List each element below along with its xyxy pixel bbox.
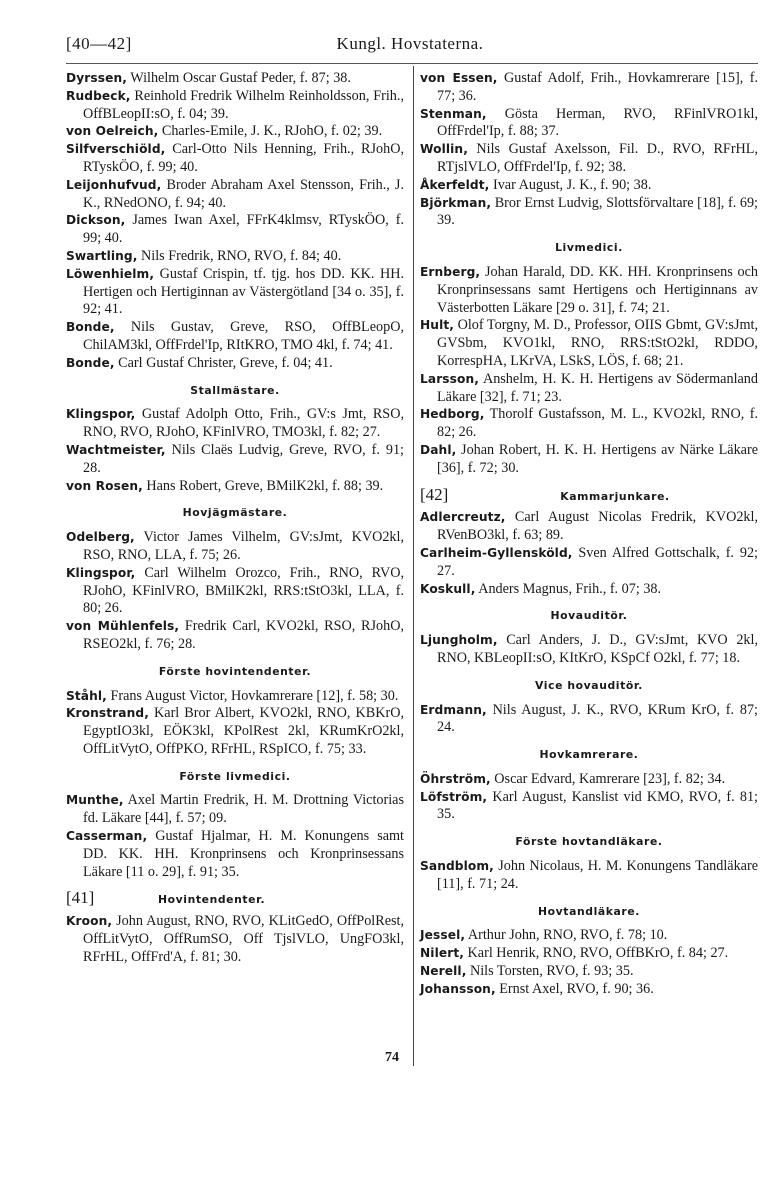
entry-details: Ernst Axel, RVO, f. 90; 36. — [495, 980, 654, 997]
right-column — [420, 70, 758, 999]
entry-details: Oscar Edvard, Kamrerare [23], f. 82; 34. — [490, 770, 726, 787]
entry-surname: Ernberg, — [420, 264, 481, 279]
section-label: Kammarjunkare. — [560, 489, 670, 503]
entry-details: Frans August Victor, Hovkamrerare [12], f. 58; 30. — [106, 687, 399, 704]
entry-details: Carl Wilhelm Orozco, Frih., RNO, RVO, RJohO, KFinlVRO, BMilK2kl, RRS:tStO3kl, LLA, f. 80; 26. — [83, 564, 404, 617]
entry-details: Gustaf Adolph Otto, Frih., GV:s Jmt, RSO, RNO, RVO, RJohO, KFinlVRO, TMO3kl, f. 82; 27. — [83, 406, 404, 441]
entry-details: Nils Gustav, Greve, RSO, OffBLeopO, ChilAM3kl, OffFrdel'Ip, RItKRO, TMO 4kl, f. 74; 41. — [83, 319, 404, 353]
entry-surname: Dickson, — [66, 213, 126, 228]
entry-details: Carl-Otto Nils Henning, Frih., RJohO, RTyskÖO, f. 99; 40. — [83, 141, 404, 175]
directory-entry — [420, 406, 758, 442]
entry-surname: Wachtmeister, — [66, 442, 166, 457]
entry-surname: Kroon, — [66, 914, 113, 929]
directory-entry — [66, 705, 404, 758]
directory-entry — [66, 478, 404, 496]
directory-entry — [66, 70, 404, 88]
entry-details: Sven Alfred Gottschalk, f. 92; 27. — [437, 544, 758, 579]
left-entries-f — [66, 913, 404, 966]
entry-details: Gustaf Hjalmar, H. M. Konungens samt DD. KK. HH. Kronprinsens och Kronprinsessans Läkare [11 o. 29], f. 91; 35. — [83, 828, 404, 880]
entry-surname: von Essen, — [420, 71, 498, 85]
entry-details: Olof Torgny, M. D., Professor, OIIS Gbmt, GV:sJmt, GVSbm, KVO1kl, RNO, RRS:tStO2kl, RDDO, KorrespHA, LKrVA, LSkS, LÖS, f. 68; 21. — [437, 317, 758, 369]
entry-surname: Dyrssen, — [66, 71, 127, 85]
entry-surname: Kronstrand, — [66, 706, 149, 721]
directory-entry — [66, 319, 404, 355]
section-heading-hovauditor: Hovauditör. — [550, 609, 628, 623]
right-entries-f — [420, 771, 758, 824]
entry-details: Johan Harald, DD. KK. HH. Kronprinsens och Kronprinsessans samt Hertigens och Hertiginnans av Västerbotten Läkare [29 o. 31], f. 74; 21. — [437, 263, 758, 316]
left-entries-e — [66, 792, 404, 881]
header-title: Kungl. Hovstaterna. — [336, 34, 484, 53]
entry-surname: von Rosen, — [66, 478, 143, 493]
section-page-ref: [42] — [420, 484, 449, 504]
entry-surname: Hult, — [420, 318, 455, 333]
entry-details: Hans Robert, Greve, BMilK2kl, f. 88; 39. — [142, 477, 384, 494]
directory-entry — [66, 913, 404, 966]
directory-entry — [66, 212, 404, 248]
directory-entry — [420, 771, 758, 789]
directory-entry — [420, 789, 758, 825]
entry-surname: Klingspor, — [66, 565, 136, 580]
directory-entry — [66, 141, 404, 177]
entry-surname: Munthe, — [66, 793, 124, 808]
section-heading-hovtandlakare: Hovtandläkare. — [538, 904, 640, 918]
directory-entry — [420, 945, 758, 963]
entry-surname: Swartling, — [66, 248, 138, 263]
directory-entry — [420, 545, 758, 581]
entry-details: Thorolf Gustafsson, M. L., KVO2kl, RNO, f. 82; 26. — [437, 406, 758, 441]
directory-entry — [66, 88, 404, 124]
directory-entry — [66, 266, 404, 319]
page-header — [66, 34, 754, 54]
section-heading-hovjagmastare: Hovjägmästare. — [182, 506, 288, 520]
section-heading-forste-hovintendenter: Förste hovintendenter. — [158, 664, 312, 678]
entry-details: Carl Anders, J. D., GV:sJmt, KVO 2kl, RNO, KBLeopII:sO, KItKrO, KSpCf O2kl, f. 77; 18. — [437, 632, 758, 666]
section-heading-kammarjunkare — [420, 486, 758, 506]
entry-details: Nils Gustaf Axelsson, Fil. D., RVO, RFrHL, RTjslVLO, OffFrdel'Ip, f. 92; 38. — [437, 141, 758, 175]
left-entries-c — [66, 529, 404, 654]
directory-entry — [420, 106, 758, 142]
entry-details: Nils Torsten, RVO, f. 93; 35. — [466, 963, 634, 980]
entry-details: Nils Claës Ludvig, Greve, RVO, f. 91; 28. — [83, 441, 404, 476]
entry-details: Wilhelm Oscar Gustaf Peder, f. 87; 38. — [126, 70, 351, 86]
entry-surname: Odelberg, — [66, 530, 135, 545]
directory-entry — [420, 581, 758, 599]
entry-details: Ivar August, J. K., f. 90; 38. — [489, 176, 652, 193]
entry-details: Fredrik Carl, KVO2kl, RSO, RJohO, RSEO2kl, f. 76; 28. — [83, 618, 404, 652]
entry-surname: Öhrström, — [420, 771, 491, 786]
entry-details: Reinhold Fredrik Wilhelm Reinholdsson, Frih., OffBLeopII:sO, f. 04; 39. — [83, 87, 404, 122]
directory-entry — [420, 927, 758, 945]
right-entries-d — [420, 632, 758, 668]
section-heading-forste-livmedici: Förste livmedici. — [179, 769, 291, 783]
directory-entry — [420, 858, 758, 894]
entry-details: John Nicolaus, H. M. Konungens Tandläkare [11], f. 71; 24. — [437, 858, 758, 892]
entry-surname: Wollin, — [420, 142, 468, 157]
entry-details: Karl Henrik, RNO, RVO, OffBKrO, f. 84; 27. — [464, 945, 729, 962]
directory-entry — [420, 264, 758, 317]
right-entries-b — [420, 264, 758, 478]
entry-details: Johan Robert, H. K. H. Hertigens av Närke Läkare [36], f. 72; 30. — [437, 441, 758, 476]
entry-details: Axel Martin Fredrik, H. M. Drottning Victorias fd. Läkare [44], f. 57; 09. — [83, 792, 404, 827]
entry-surname: Åkerfeldt, — [420, 177, 490, 192]
section-heading-hovintendenter — [66, 889, 404, 909]
entry-surname: Ljungholm, — [420, 633, 498, 648]
right-entries-c — [420, 509, 758, 598]
entry-details: Gustaf Crispin, tf. tjg. hos DD. KK. HH. Hertigen och Hertiginnan av Västergötland [34 o. 35], f. 92; 41. — [83, 265, 404, 318]
entry-surname: Leijonhufvud, — [66, 177, 162, 192]
entry-surname: Dahl, — [420, 442, 457, 457]
directory-entry — [66, 828, 404, 881]
entry-details: Charles-Emile, J. K., RJohO, f. 02; 39. — [158, 123, 383, 140]
entry-surname: Rudbeck, — [66, 88, 131, 103]
left-entries-a — [66, 70, 404, 373]
directory-entry — [66, 688, 404, 706]
entry-surname: Carlheim-Gyllensköld, — [420, 545, 573, 560]
directory-entry — [66, 792, 404, 828]
entry-surname: von Oelreich, — [66, 124, 159, 139]
entry-surname: Klingspor, — [66, 407, 136, 422]
directory-entry — [420, 702, 758, 738]
directory-entry — [420, 981, 758, 999]
entry-details: Karl Bror Albert, KVO2kl, RNO, KBKrO, EgyptIO3kl, EÖK3kl, KPolRest 2kl, KRumKrO2kl, OffLitVytO, OffPKO, RFrHL, RSpICO, f. 75; 33. — [83, 705, 404, 757]
entry-details: John August, RNO, RVO, KLitGedO, OffPolRest, OffLitVytO, OffRumSO, Off TjslVLO, UngFO3kl, RFrHL, OffFrd'A, f. 81; 30. — [83, 913, 404, 965]
entry-details: Bror Ernst Ludvig, Slottsförvaltare [18], f. 69; 39. — [437, 194, 758, 229]
directory-entry — [66, 248, 404, 266]
right-entries-e — [420, 702, 758, 738]
directory-entry — [420, 70, 758, 106]
header-rule — [66, 63, 758, 64]
entry-details: Arthur John, RNO, RVO, f. 78; 10. — [465, 927, 668, 944]
directory-entry — [420, 371, 758, 407]
entry-details: Broder Abraham Axel Stensson, Frih., J. K., RNedONO, f. 94; 40. — [83, 176, 404, 211]
entry-details: Gustaf Adolf, Frih., Hovkamrerare [15], f. 77; 36. — [437, 70, 758, 104]
entry-surname: Löwenhielm, — [66, 266, 155, 281]
entry-surname: Bonde, — [66, 355, 115, 370]
entry-surname: Nerell, — [420, 964, 467, 979]
directory-entry — [66, 565, 404, 618]
directory-entry — [420, 963, 758, 981]
entry-surname: Hedborg, — [420, 407, 485, 422]
left-column — [66, 70, 404, 967]
page-number: 74 — [385, 1050, 399, 1065]
directory-entry — [420, 509, 758, 545]
entry-surname: Larsson, — [420, 371, 479, 386]
entry-surname: Bonde, — [66, 320, 115, 335]
entry-surname: Casserman, — [66, 829, 148, 844]
directory-entry — [66, 123, 404, 141]
section-heading-stallmastare: Stallmästare. — [190, 383, 280, 397]
header-page-range: [40—42] — [66, 34, 132, 53]
directory-entry — [66, 442, 404, 478]
entry-details: Carl Gustaf Christer, Greve, f. 04; 41. — [114, 354, 333, 371]
section-heading-vice-hovauditor: Vice hovauditör. — [535, 678, 643, 692]
entry-surname: Nilert, — [420, 946, 464, 961]
right-entries-h — [420, 927, 758, 998]
directory-entry — [66, 355, 404, 373]
section-heading-livmedici: Livmedici. — [555, 241, 623, 255]
entry-surname: Silfverschiöld, — [66, 142, 166, 157]
entry-details: Karl August, Kanslist vid KMO, RVO, f. 81; 35. — [437, 788, 758, 823]
section-page-ref: [41] — [66, 888, 95, 908]
left-entries-d — [66, 688, 404, 759]
entry-details: Nils Fredrik, RNO, RVO, f. 84; 40. — [137, 247, 342, 264]
directory-entry — [420, 442, 758, 478]
directory-entry — [66, 618, 404, 654]
directory-entry — [420, 632, 758, 668]
entry-surname: Koskull, — [420, 581, 476, 596]
entry-surname: Jessel, — [420, 928, 466, 943]
entry-surname: Ståhl, — [66, 688, 107, 703]
column-divider — [413, 66, 414, 1066]
entry-surname: Johansson, — [420, 981, 496, 996]
directory-entry — [420, 317, 758, 370]
entry-surname: von Mühlenfels, — [66, 619, 180, 634]
entry-details: James Iwan Axel, FFrK4klmsv, RTyskÖO, f. 99; 40. — [83, 212, 404, 247]
entry-details: Gösta Herman, RVO, RFinlVRO1kl, OffFrdel'Ip, f. 88; 37. — [437, 105, 758, 140]
left-entries-b — [66, 406, 404, 495]
entry-surname: Adlercreutz, — [420, 510, 506, 525]
entry-details: Nils August, J. K., RVO, KRum KrO, f. 87; 24. — [437, 701, 758, 736]
entry-details: Victor James Vilhelm, GV:sJmt, KVO2kl, RSO, RNO, LLA, f. 75; 26. — [83, 529, 404, 563]
right-entries-a — [420, 70, 758, 230]
directory-entry — [66, 177, 404, 213]
entry-surname: Stenman, — [420, 106, 487, 121]
right-entries-g — [420, 858, 758, 894]
entry-details: Anders Magnus, Frih., f. 07; 38. — [475, 580, 662, 597]
directory-entry — [66, 406, 404, 442]
entry-surname: Sandblom, — [420, 859, 494, 874]
section-heading-forste-hovtandlakare: Förste hovtandläkare. — [515, 835, 663, 849]
section-label: Hovintendenter. — [158, 893, 266, 907]
entry-details: Anshelm, H. K. H. Hertigens av Södermanland Läkare [32], f. 71; 23. — [437, 370, 758, 405]
directory-entry — [420, 141, 758, 177]
directory-entry — [66, 529, 404, 565]
directory-entry — [420, 177, 758, 195]
entry-details: Carl August Nicolas Fredrik, KVO2kl, RVenBO3kl, f. 63; 89. — [437, 509, 758, 544]
entry-surname: Erdmann, — [420, 702, 487, 717]
entry-surname: Löfström, — [420, 789, 488, 804]
section-heading-hovkamrerare: Hovkamrerare. — [539, 748, 639, 762]
directory-entry — [420, 195, 758, 231]
entry-surname: Björkman, — [420, 195, 492, 210]
